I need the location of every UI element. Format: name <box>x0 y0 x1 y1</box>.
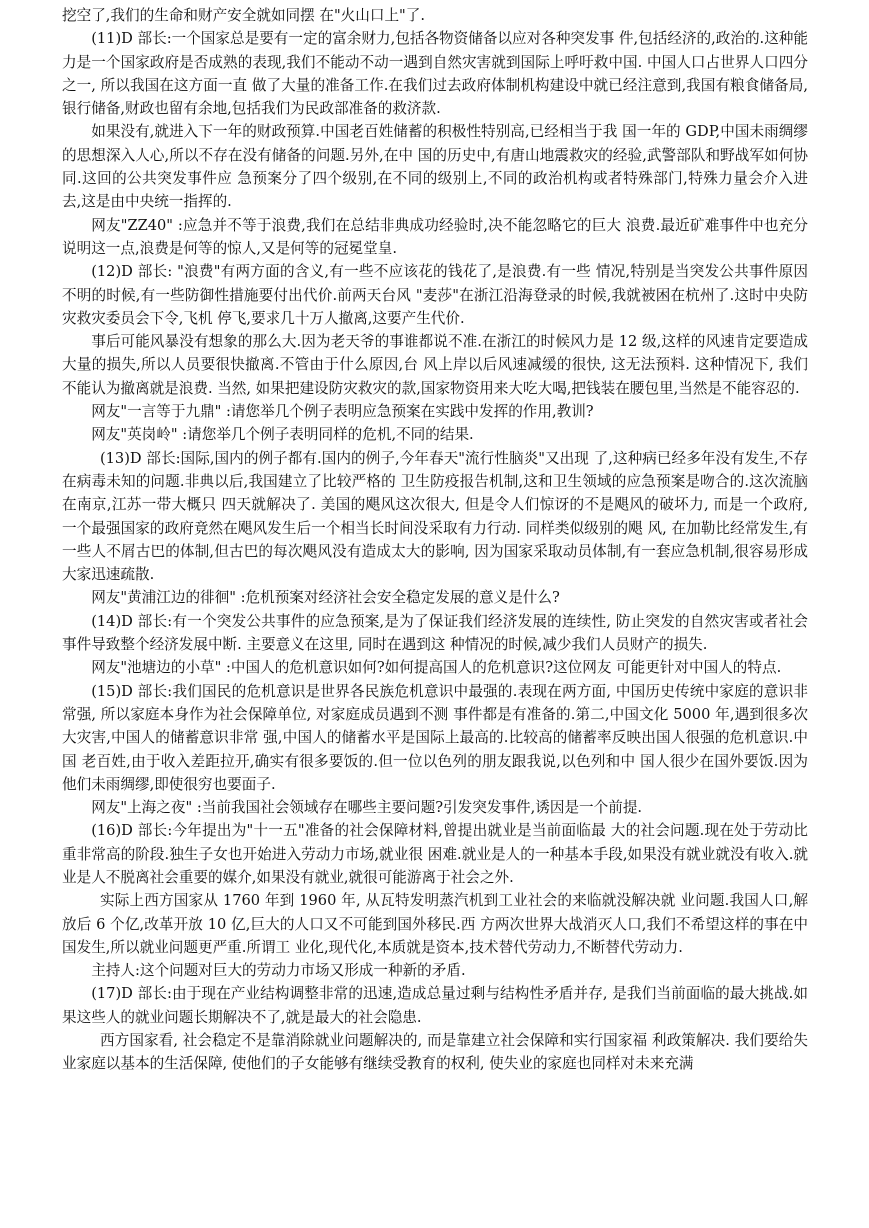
paragraph: (17)D 部长:由于现在产业结构调整非常的迅速,造成总量过剩与结构性矛盾并存, 是我们当前面临的最大挑战.如果这些人的就业问题长期解决不了,就是最大的社会隐患. <box>62 985 808 1026</box>
paragraph: 挖空了,我们的生命和财产安全就如同摆 在"火山口上"了. <box>62 7 426 24</box>
document-page <box>62 4 808 1076</box>
paragraph: 网友"上海之夜" :当前我国社会领域存在哪些主要问题?引发突发事件,诱因是一个前提. <box>91 799 643 817</box>
paragraph: 事后可能风暴没有想象的那么大.因为老天爷的事谁都说不准.在浙江的时候风力是 12 级,这样的风速肯定要造成大量的损失,所以人员要很快撤离.不管由于什么原因,台 风上岸以后风速减缓的很快, 这无法预料. 这种情况下, 我们不能认为撤离就是浪费. 当然, 如果把建设防灾救灾的款,国家物资用来大吃大喝,把钱装在腰包里,当然是不能容忍的. <box>62 333 808 397</box>
paragraph: 网友"英岗岭" :请您举几个例子表明同样的危机,不同的结果. <box>91 426 474 444</box>
paragraph: 网友"黄浦江边的徘徊" :危机预案对经济社会安全稳定发展的意义是什么? <box>91 589 560 607</box>
paragraph: 网友"ZZ40" :应急并不等于浪费,我们在总结非典成功经验时,决不能忽略它的巨大 浪费.最近矿难事件中也充分说明这一点,浪费是何等的惊人,又是何等的冠冕堂皇. <box>62 216 809 257</box>
paragraph: (11)D 部长:一个国家总是要有一定的富余财力,包括各物资储备以应对各种突发事 件,包括经济的,政治的.这种能力是一个国家政府是否成熟的表现,我们不能动不动一遇到自然灾害就到国际上呼吁救中国. 中国人口占世界人口四分之一, 所以我国在这方面一直 做了大量的准备工作.在我们过去政府体制机构建设中就已经注意到,我国有粮食储备局, 银行储备,财政也留有余地,包括我们为民政部准备的救济款. <box>62 30 808 118</box>
paragraph: (15)D 部长:我们国民的危机意识是世界各民族危机意识中最强的.表现在两方面, 中国历史传统中家庭的意识非常强, 所以家庭本身作为社会保障单位, 对家庭成员遇到不测 事件都是有准备的.第二,中国文化 5000 年,遇到很多次大灾害,中国人的储蓄意识非常 强,中国人的储蓄水平是国际上最高的.比较高的储蓄率反映出国人很强的危机意识.中国 老百姓,由于收入差距拉开,确实有很多要饭的.但一位以色列的朋友跟我说,以色列和中 国人很少在国外要饭.因为他们未雨绸缪,即使很穷也要面子. <box>62 682 808 793</box>
paragraph: 实际上西方国家从 1760 年到 1960 年, 从瓦特发明蒸汽机到工业社会的来临就没解决就 业问题.我国人口,解放后 6 个亿,改革开放 10 亿,巨大的人口又不可能到国外移民.西 方两次世界大战消灭人口,我们不希望这样的事在中国发生,所以就业问题更严重.所谓工 业化,现代化,本质就是资本,技术替代劳动力,不断替代劳动力. <box>62 892 808 956</box>
paragraph: (14)D 部长:有一个突发公共事件的应急预案,是为了保证我们经济发展的连续性, 防止突发的自然灾害或者社会事件导致整个经济发展中断. 主要意义在这里, 同时在遇到这 种情况的时候,减少我们人员财产的损失. <box>62 612 808 654</box>
paragraph: 主持人:这个问题对巨大的劳动力市场又形成一种新的矛盾. <box>91 962 466 980</box>
paragraph: (12)D 部长: "浪费"有两方面的含义,有一些不应该花的钱花了,是浪费.有一些 情况,特别是当突发公共事件原因不明的时候,有一些防御性措施要付出代价.前两天台风 "麦莎"在浙江沿海登录的时候,我就被困在杭州了.这时中央防灾救灾委员会下令,飞机 停飞,要求几十万人撤离,这要产生代价. <box>62 263 808 327</box>
paragraph: 网友"池塘边的小草" :中国人的危机意识如何?如何提高国人的危机意识?这位网友 可能更针对中国人的特点. <box>91 659 782 677</box>
paragraph: 网友"一言等于九鼎" :请您举几个例子表明应急预案在实践中发挥的作用,教训? <box>91 403 594 421</box>
paragraph: (16)D 部长:今年提出为"十一五"准备的社会保障材料,曾提出就业是当前面临最 大的社会问题.现在处于劳动比重非常高的阶段.独生子女也开始进入劳动力市场,就业很 困难.就业是人的一种基本手段,如果没有就业就没有收入.就业是人不脱离社会重要的媒介,如果没有就业,就很可能游离于社会之外. <box>62 822 808 886</box>
paragraph: 如果没有,就进入下一年的财政预算.中国老百姓储蓄的积极性特别高,已经相当于我 国一年的 GDP,中国未雨绸缪的思想深入人心,所以不存在没有储备的问题.另外,在中 国的历史中,有唐山地震救灾的经验,武警部队和野战军如何协同.这回的公共突发事件应 急预案分了四个级别,在不同的级别上,不同的政治机构或者特殊部门,特殊力量会介入进 去,这是由中央统一指挥的. <box>62 123 808 211</box>
paragraph: (13)D 部长:国际,国内的例子都有.国内的例子,今年春天"流行性脑炎"又出现 了,这种病已经多年没有发生,不存在病毒未知的问题.非典以后,我国建立了比较严格的 卫生防疫报告机制,这和卫生领域的应急预案是吻合的.这次流脑在南京,江苏一带大概只 四天就解决了. 美国的飓风这次很大, 但是令人们惊讶的不是飓风的破坏力, 而是一个政府, 一个最强国家的政府竟然在飓风发生后一个相当长时间没采取有力行动. 同样类似级别的飓 风, 在加勒比经常发生,有一些人不屑古巴的体制,但古巴的每次飓风没有造成太大的影响, 因为国家采取动员体制,有一套应急机制,很容易形成大家迅速疏散. <box>62 449 808 584</box>
paragraph: 西方国家看, 社会稳定不是靠消除就业问题解决的, 而是靠建立社会保障和实行国家福 利政策解决. 我们要给失业家庭以基本的生活保障, 使他们的子女能够有继续受教育的权利, 使失业的家庭也同样对未来充满 <box>62 1032 808 1073</box>
